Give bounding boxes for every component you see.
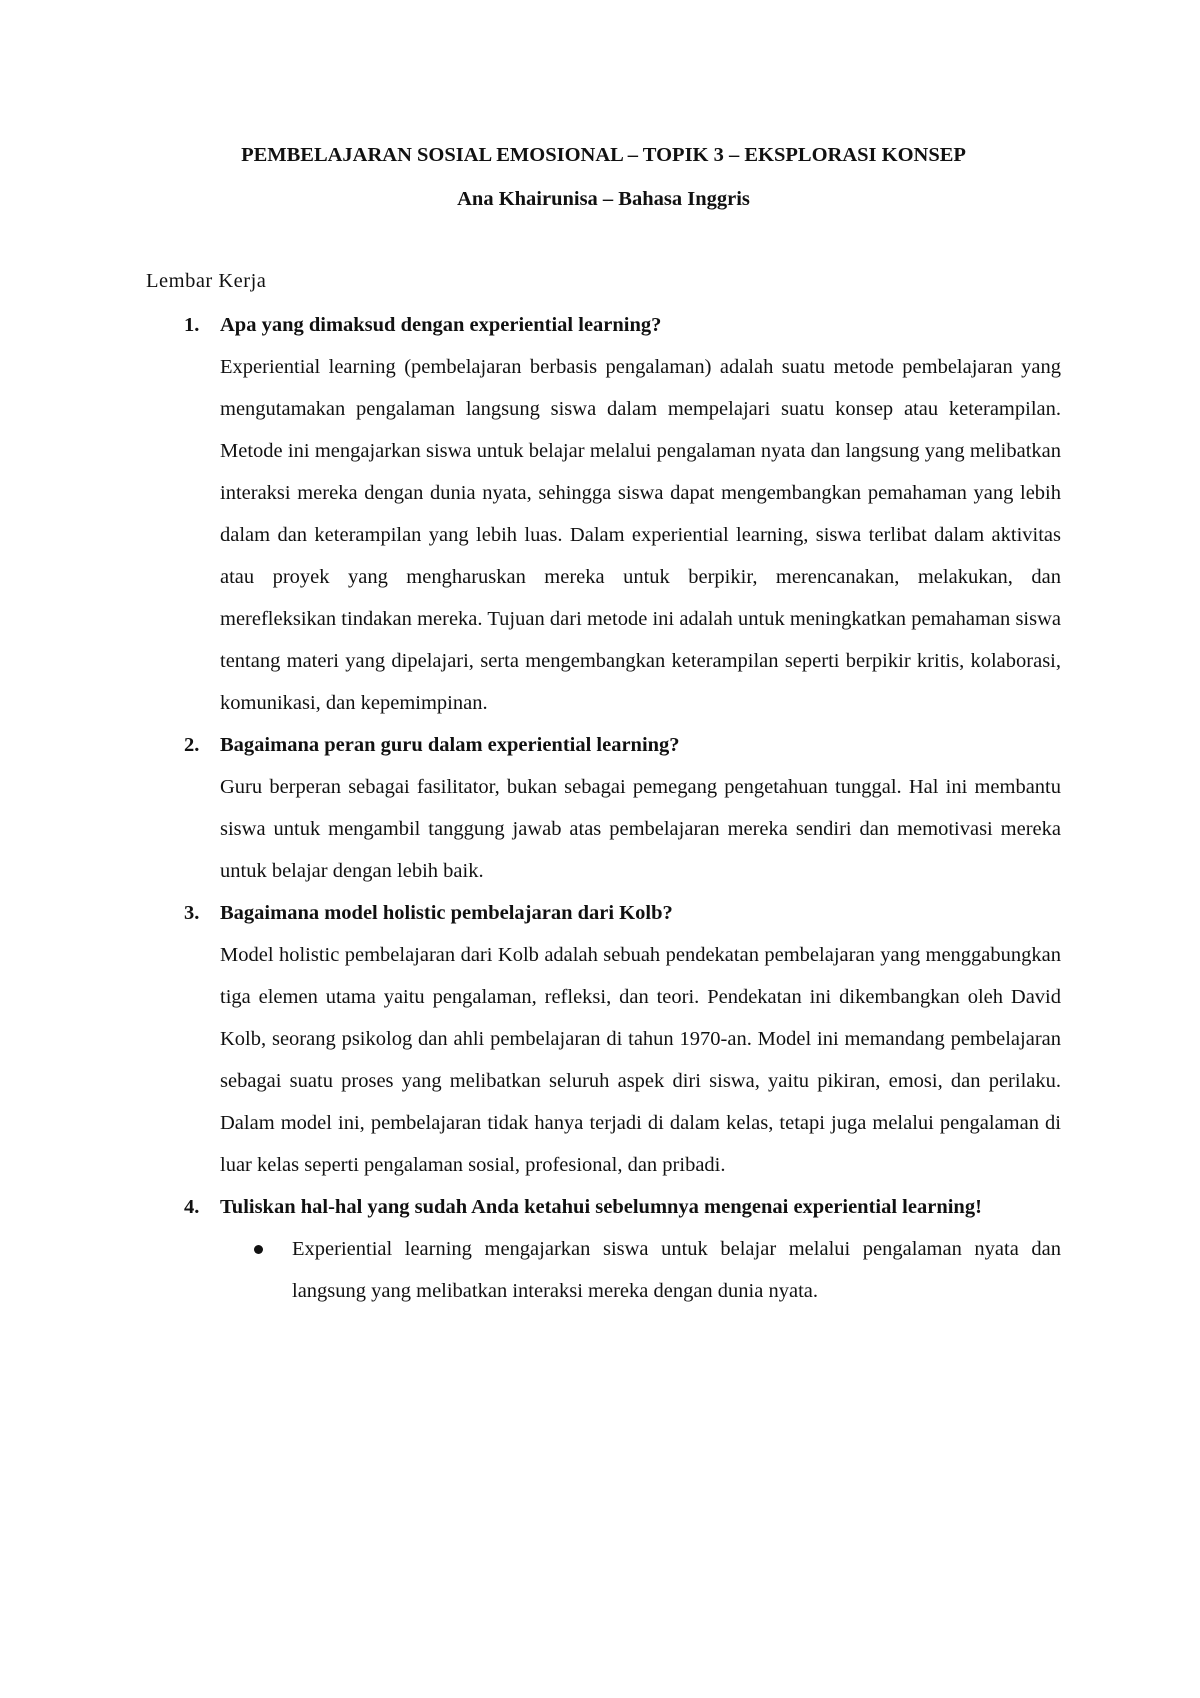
document-page <box>146 140 1061 1312</box>
question-number: 1. <box>184 314 200 336</box>
answer-text: Guru berperan sebagai fasilitator, bukan sebagai pemegang pengetahuan tunggal. Hal ini membantu siswa untuk mengambil tanggung jawab atas pembelajaran mereka sendiri dan memotivasi mereka untuk belajar dengan lebih baik. <box>220 776 1061 882</box>
question-list <box>146 304 1061 1312</box>
question-item <box>146 1186 1061 1312</box>
section-label: Lembar Kerja <box>146 270 267 292</box>
question-number: 4. <box>184 1196 200 1218</box>
question-item <box>146 304 1061 724</box>
question-number: 3. <box>184 902 200 924</box>
answer-text: Experiential learning (pembelajaran berbasis pengalaman) adalah suatu metode pembelajaran yang mengutamakan pengalaman langsung siswa dalam mempelajari suatu konsep atau keterampilan. Metode ini mengajarkan siswa untuk belajar melalui pengalaman nyata dan langsung yang melibatkan interaksi mereka dengan dunia nyata, sehingga siswa dapat mengembangkan pemahaman yang lebih dalam dan keterampilan yang lebih luas. Dalam experiential learning, siswa terlibat dalam aktivitas atau proyek yang mengharuskan mereka untuk berpikir, merencanakan, melakukan, dan merefleksikan tindakan mereka. Tujuan dari metode ini adalah untuk meningkatkan pemahaman siswa tentang materi yang dipelajari, serta mengembangkan keterampilan seperti berpikir kritis, kolaborasi, komunikasi, dan kepemimpinan. <box>220 356 1061 714</box>
question-text: Bagaimana model holistic pembelajaran dari Kolb? <box>220 902 673 924</box>
bullet-text: Experiential learning mengajarkan siswa untuk belajar melalui pengalaman nyata dan langsung yang melibatkan interaksi mereka dengan dunia nyata. <box>292 1238 1061 1302</box>
bullet-list <box>220 1228 1061 1312</box>
question-text: Apa yang dimaksud dengan experiential learning? <box>220 314 662 336</box>
bullet-icon <box>254 1245 263 1254</box>
question-item <box>146 724 1061 892</box>
answer-text: Model holistic pembelajaran dari Kolb adalah sebuah pendekatan pembelajaran yang menggabungkan tiga elemen utama yaitu pengalaman, refleksi, dan teori. Pendekatan ini dikembangkan oleh David Kolb, seorang psikolog dan ahli pembelajaran di tahun 1970-an. Model ini memandang pembelajaran sebagai suatu proses yang melibatkan seluruh aspek diri siswa, yaitu pikiran, emosi, dan perilaku. Dalam model ini, pembelajaran tidak hanya terjadi di dalam kelas, tetapi juga melalui pengalaman di luar kelas seperti pengalaman sosial, profesional, dan pribadi. <box>220 944 1061 1176</box>
document-subtitle: Ana Khairunisa – Bahasa Inggris <box>457 188 750 210</box>
question-text: Tuliskan hal-hal yang sudah Anda ketahui sebelumnya mengenai experiential learning! <box>220 1196 982 1218</box>
question-number: 2. <box>184 734 200 756</box>
bullet-item <box>220 1228 1061 1312</box>
question-text: Bagaimana peran guru dalam experiential learning? <box>220 734 680 756</box>
document-title: PEMBELAJARAN SOSIAL EMOSIONAL – TOPIK 3 – EKSPLORASI KONSEP <box>241 144 966 166</box>
question-item <box>146 892 1061 1186</box>
